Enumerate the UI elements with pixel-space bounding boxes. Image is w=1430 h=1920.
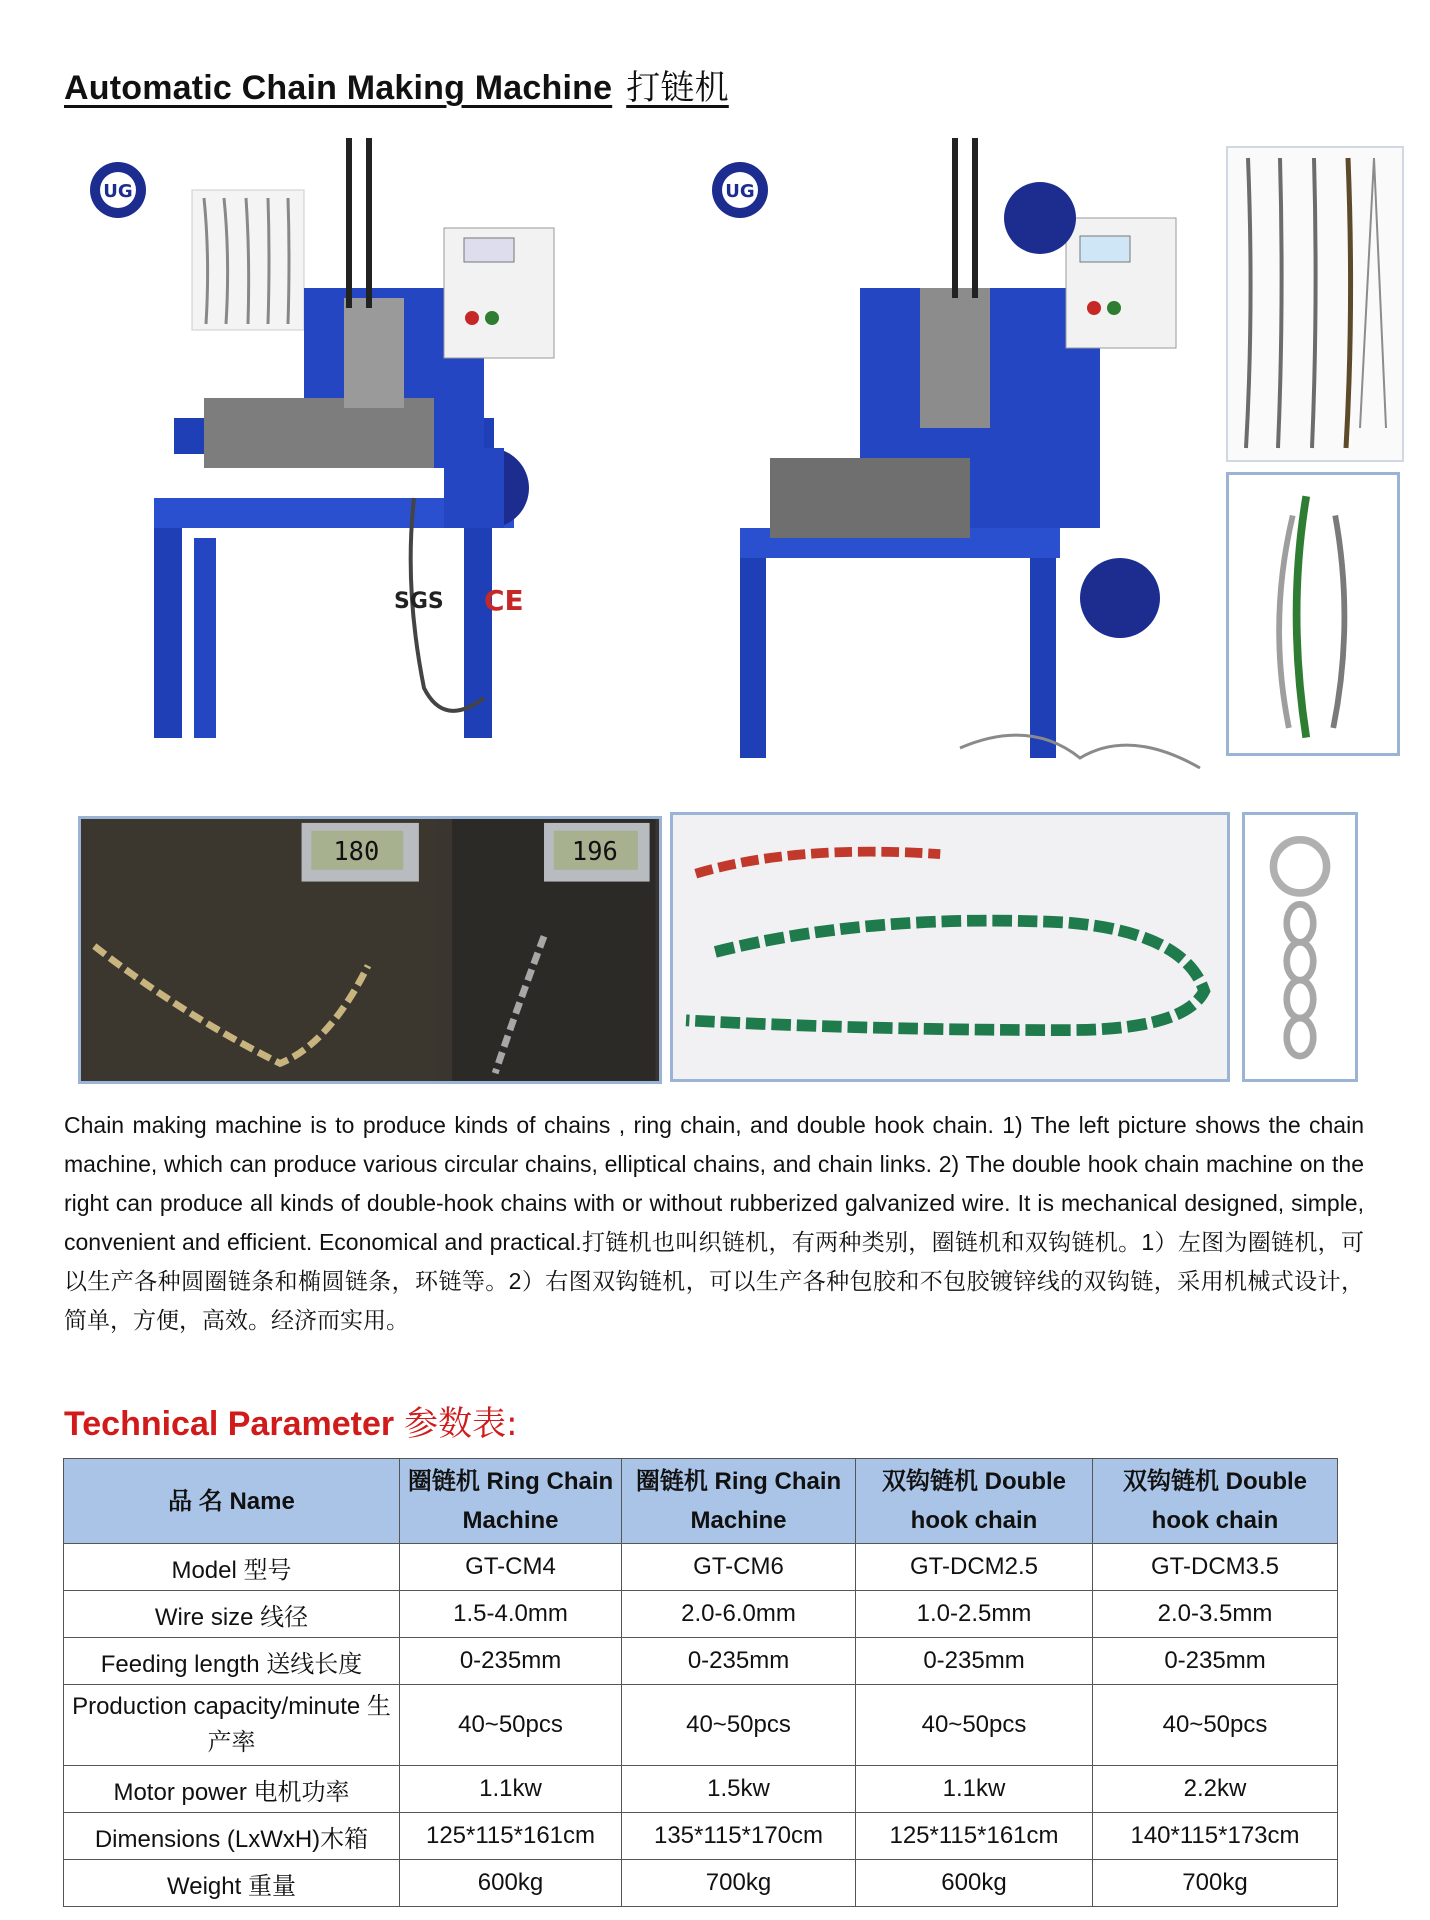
row-label: Weight 重量 [64, 1860, 400, 1907]
title-en: Automatic Chain Making Machine [64, 69, 613, 107]
double-hook-samples-photo [1226, 472, 1400, 756]
svg-text:UG: UG [725, 181, 755, 202]
table-cell: 2.0-3.5mm [1093, 1591, 1338, 1638]
row-label: Model 型号 [64, 1544, 400, 1591]
caliper-reading-1: 180 [333, 836, 380, 867]
table-row [64, 1685, 1338, 1766]
table-cell: GT-CM4 [400, 1544, 622, 1591]
table-cell: 700kg [1093, 1860, 1338, 1907]
table-row [64, 1860, 1338, 1907]
table-row [64, 1591, 1338, 1638]
table-cell: 125*115*161cm [400, 1813, 622, 1860]
colored-chains-photo [670, 812, 1230, 1082]
ce-logo: CE [484, 584, 524, 617]
table-cell: 1.1kw [856, 1766, 1093, 1813]
table-cell: 125*115*161cm [856, 1813, 1093, 1860]
caliper-photos [78, 816, 662, 1084]
header-ring-chain-2: 圈链机 Ring Chain Machine [622, 1459, 856, 1544]
table-row [64, 1638, 1338, 1685]
title-cn: 打链机 [626, 68, 729, 108]
company-logo-icon [712, 162, 768, 218]
table-cell: 140*115*173cm [1093, 1813, 1338, 1860]
table-row [64, 1813, 1338, 1860]
table-cell: 0-235mm [856, 1638, 1093, 1685]
table-cell: GT-CM6 [622, 1544, 856, 1591]
header-double-hook-1: 双钩链机 Double hook chain [856, 1459, 1093, 1544]
table-cell: 1.1kw [400, 1766, 622, 1813]
table-cell: 0-235mm [1093, 1638, 1338, 1685]
caliper-reading-2: 196 [571, 836, 618, 867]
machine-left-photo [64, 128, 684, 778]
table-cell: 0-235mm [622, 1638, 856, 1685]
table-cell: 1.5-4.0mm [400, 1591, 622, 1638]
table-cell: 0-235mm [400, 1638, 622, 1685]
description-text: Chain making machine is to produce kinds of chains , ring chain, and double hook chain. 1) The left picture shows the chain machine, which can produce various circular chains, elliptical chains, and chain links. 2) The double hook chain machine on the right can produce all kinds of double-hook chains with or without rubberized galvanized wire. It is mechanical designed, simple, convenient and efficient. Economical and practical.打链机也叫织链机，有两种类别，圈链机和双钩链机。1）左图为圈链机，可以生产各种圆圈链条和椭圆链条，环链等。2）右图双钩链机，可以生产各种包胶和不包胶镀锌线的双钩链，采用机械式设计，简单，方便，高效。经济而实用。 [64, 1112, 1364, 1333]
row-label: Wire size 线径 [64, 1591, 400, 1638]
company-logo-icon [90, 162, 146, 218]
row-label: Motor power 电机功率 [64, 1766, 400, 1813]
table-cell: 2.0-6.0mm [622, 1591, 856, 1638]
table-cell: 600kg [400, 1860, 622, 1907]
svg-text:UG: UG [103, 181, 133, 202]
table-row [64, 1766, 1338, 1813]
header-double-hook-2: 双钩链机 Double hook chain [1093, 1459, 1338, 1544]
table-cell: 40~50pcs [1093, 1685, 1338, 1766]
table-cell: 40~50pcs [400, 1685, 622, 1766]
tech-title-cn: 参数表: [404, 1404, 518, 1444]
header-ring-chain-1: 圈链机 Ring Chain Machine [400, 1459, 622, 1544]
table-cell: 1.5kw [622, 1766, 856, 1813]
table-cell: 40~50pcs [622, 1685, 856, 1766]
page-title [64, 60, 729, 109]
tech-title-en: Technical Parameter [64, 1405, 395, 1443]
technical-parameter-heading [64, 1396, 518, 1445]
table-cell: GT-DCM2.5 [856, 1544, 1093, 1591]
machine-right-photo [700, 128, 1220, 778]
ring-chain-photo [1242, 812, 1358, 1082]
table-cell: 600kg [856, 1860, 1093, 1907]
table-cell: 1.0-2.5mm [856, 1591, 1093, 1638]
parameter-table [63, 1458, 1338, 1907]
table-cell: 135*115*170cm [622, 1813, 856, 1860]
sgs-logo: SGS [394, 589, 444, 614]
row-label: Production capacity/minute 生产率 [64, 1685, 400, 1766]
table-header-row [64, 1459, 1338, 1544]
header-name: 品 名 Name [64, 1459, 400, 1544]
table-cell: 2.2kw [1093, 1766, 1338, 1813]
chains-samples-photo [1226, 146, 1404, 462]
table-cell: 40~50pcs [856, 1685, 1093, 1766]
table-cell: 700kg [622, 1860, 856, 1907]
row-label: Dimensions (LxWxH)木箱 [64, 1813, 400, 1860]
row-label: Feeding length 送线长度 [64, 1638, 400, 1685]
table-cell: GT-DCM3.5 [1093, 1544, 1338, 1591]
table-row [64, 1544, 1338, 1591]
